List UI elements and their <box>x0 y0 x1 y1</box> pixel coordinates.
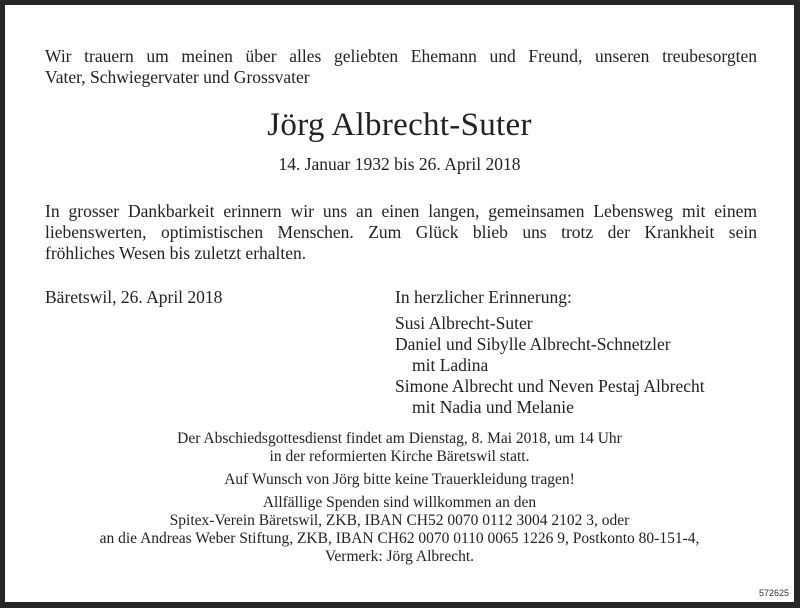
tribute-line: In grosser Dankbarkeit erinnern wir uns an einen langen, gemeinsamen Lebensweg mit einem <box>45 201 757 221</box>
donation-line: Spitex-Verein Bäretswil, ZKB, IBAN CH52 0070 0112 3004 2102 3, oder <box>169 512 630 529</box>
donation-line: Allfällige Spenden sind willkommen an den <box>262 494 537 511</box>
family-member: mit Nadia und Melanie <box>412 397 574 417</box>
reference-number: 572625 <box>758 588 789 598</box>
dress-note <box>5 471 794 489</box>
life-dates: 14. Januar 1932 bis 26. April 2018 <box>278 154 521 174</box>
service-info <box>5 430 794 466</box>
family-heading: In herzlicher Erinnerung: <box>395 287 572 307</box>
family-list <box>395 287 705 418</box>
tribute-text <box>45 201 757 264</box>
tribute-line: liebenswerten, optimistischen Menschen. Zum Glück blieb uns trotz der Krankheit sein <box>45 222 757 242</box>
tribute-line: fröhliches Wesen bis zuletzt erhalten. <box>45 243 307 263</box>
obituary-notice <box>5 5 794 602</box>
intro-line: Vater, Schwiegervater und Grossvater <box>45 67 310 87</box>
family-member: Daniel und Sibylle Albrecht-Schnetzler <box>395 334 671 354</box>
donation-line: an die Andreas Weber Stiftung, ZKB, IBAN CH62 0070 0110 0065 1226 9, Postkonto 80-151-4, <box>99 530 700 547</box>
intro-text <box>45 46 757 88</box>
donation-line: Vermerk: Jörg Albrecht. <box>324 548 475 565</box>
dress-note-text: Auf Wunsch von Jörg bitte keine Trauerkleidung tragen! <box>224 471 575 488</box>
donation-info <box>5 494 794 566</box>
service-notes <box>5 430 794 571</box>
intro-line: Wir trauern um meinen über alles geliebten Ehemann und Freund, unseren treubesorgten <box>45 46 757 66</box>
service-line: in der reformierten Kirche Bäretswil statt. <box>269 448 530 465</box>
family-member: Simone Albrecht und Neven Pestaj Albrecht <box>395 376 705 396</box>
place-date: Bäretswil, 26. April 2018 <box>45 287 223 307</box>
service-line: Der Abschiedsgottesdienst findet am Dienstag, 8. Mai 2018, um 14 Uhr <box>177 430 622 447</box>
family-member: mit Ladina <box>412 355 489 375</box>
deceased-name: Jörg Albrecht-Suter <box>267 107 532 143</box>
family-member: Susi Albrecht-Suter <box>395 313 533 333</box>
